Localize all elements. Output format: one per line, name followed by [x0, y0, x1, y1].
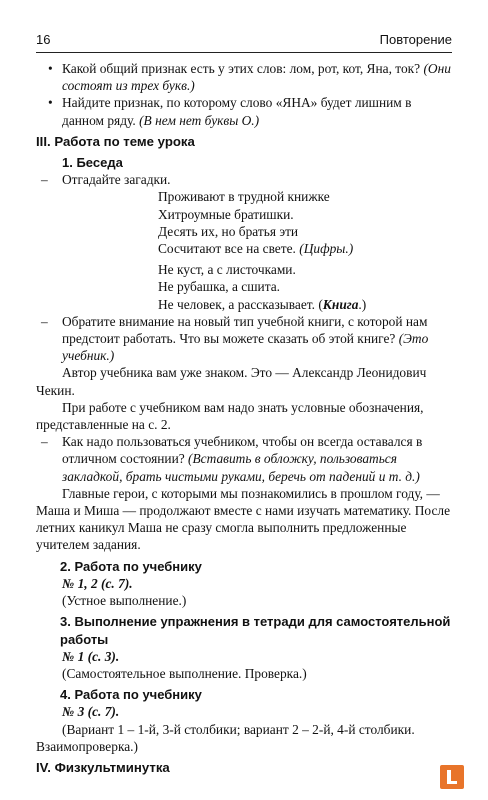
poem-line: Десять их, но братья эти — [158, 223, 299, 239]
subsection-heading: 4. Работа по учебнику — [60, 687, 202, 703]
dash-answer: (Это учебник.) — [62, 331, 429, 364]
bullet-text: Найдите признак, по которому слово «ЯНА» будет лишним в данном ряду. — [62, 95, 412, 128]
subsection-heading: 2. Работа по учебнику — [60, 558, 202, 574]
bullet-item — [36, 60, 452, 94]
exercise-note: (Вариант 1 – 1-й, 3-й столбики; вариант 2 – 2-й, 4-й столбики. — [62, 721, 415, 737]
poem-line: Проживают в трудной книжке — [158, 189, 330, 205]
paragraph: Главные герои, с которыми мы познакомились в прошлом году, — Маша и Миша — продолжают вместе с нами изучать математику. После летних каникул Маша не сразу смогла выполнить предложенные учителем задания. — [36, 485, 451, 553]
section-heading: III. Работа по теме урока — [36, 133, 195, 149]
riddle-intro: Отгадайте загадки. — [62, 172, 171, 188]
riddle-poem-1 — [36, 188, 452, 257]
poem-line: Не куст, а с листочками. — [158, 262, 296, 278]
paragraph: Автор учебника вам уже знаком. Это — Александр Леонидович Чекин. — [36, 365, 427, 398]
dash-text: Как надо пользоваться учебником, чтобы он всегда оставался в отличном состоянии? — [62, 434, 423, 467]
poem-line: Хитроумные братишки. — [158, 206, 294, 222]
exercise-ref: № 1 (с. 3). — [62, 648, 120, 664]
dash-answer: (Вставить в обложку, пользоваться закладкой, брать чистыми руками, беречь от падений и т. д.) — [62, 451, 420, 484]
dash-item — [36, 313, 452, 365]
dash-mark: – — [41, 172, 48, 188]
dash-mark: – — [41, 313, 48, 329]
section-title: Повторение — [379, 32, 452, 47]
dash-mark: – — [41, 434, 48, 450]
exercise-note: (Самостоятельное выполнение. Проверка.) — [62, 665, 307, 681]
bullet-answer: (В нем нет буквы О.) — [139, 112, 260, 128]
subsection-heading: 3. Выполнение упражнения в тетради для самостоятельной работы — [60, 614, 451, 647]
publisher-logo-icon — [440, 765, 464, 789]
dash-text: Обратите внимание на новый тип учебной книги, с которой нам предстоит работать. Что вы можете сказать об этой книге? — [62, 313, 428, 347]
riddle-poem-2 — [36, 261, 452, 313]
dash-item — [36, 433, 452, 485]
subsection-heading: 1. Беседа — [62, 155, 123, 171]
bullet-item — [36, 94, 452, 128]
exercise-note: Взаимопроверка.) — [36, 738, 138, 754]
running-header — [36, 30, 452, 53]
section-heading: IV. Физкультминутка — [36, 759, 170, 775]
poem-line: Сосчитают все на свете. (Цифры.) — [158, 241, 354, 257]
poem-line: Не человек, а рассказывает. (Книга.) — [158, 296, 367, 312]
bullet-mark: • — [48, 61, 53, 76]
exercise-ref: № 3 (с. 7). — [62, 704, 120, 720]
poem-line: Не рубашка, а сшита. — [158, 279, 281, 295]
bullet-answer: (Они состоят из трех букв.) — [62, 61, 451, 94]
page-body — [36, 60, 452, 776]
bullet-text: Какой общий признак есть у этих слов: лом, рот, кот, Яна, ток? — [62, 61, 424, 76]
bullet-mark: • — [48, 95, 53, 111]
exercise-note: (Устное выполнение.) — [62, 593, 187, 609]
page-number: 16 — [36, 32, 51, 47]
riddle-answer: (Цифры.) — [299, 241, 354, 257]
dash-item — [36, 171, 452, 188]
exercise-ref: № 1, 2 (с. 7). — [62, 575, 133, 591]
paragraph: При работе с учебником вам надо знать условные обозначения, представленные на с. 2. — [36, 399, 424, 433]
riddle-answer: Книга — [322, 296, 359, 312]
